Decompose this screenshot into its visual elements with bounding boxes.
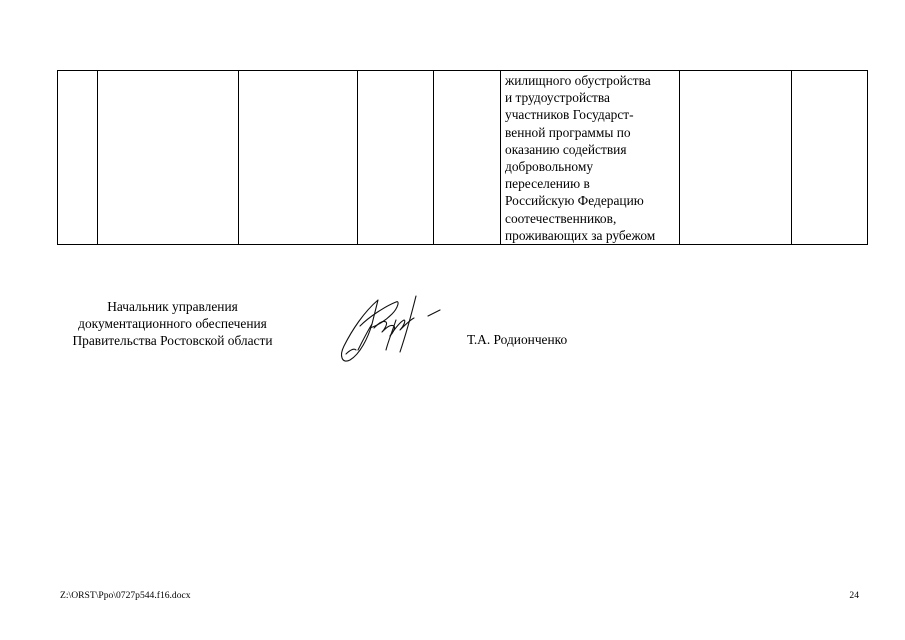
handwritten-signature [334,290,444,370]
table-cell-col7 [680,71,792,245]
table-cell-text: жилищного обустройства и трудоустройства участников Государст- венной программы по оказанию содействия добровольному переселению в Российскую Федерацию соотечественников, проживающих за рубежом [505,73,656,243]
table-cell-col6 [501,71,680,245]
signer-position-title: Начальник управления документационного обеспечения Правительства Ростовской области [72,299,273,348]
page-number: 24 [849,590,859,601]
table-cell-col3 [239,71,358,245]
table-cell-col8 [792,71,868,245]
table-cell-col2 [98,71,239,245]
table-cell-col1 [58,71,98,245]
footer-file-path: Z:\ORST\Ppo\0727p544.f16.docx [60,590,191,601]
table-cell-col5 [434,71,501,245]
table-row [58,71,868,245]
table-cell-col4 [358,71,434,245]
program-table [57,70,868,245]
signer-name: Т.А. Родионченко [467,332,568,347]
